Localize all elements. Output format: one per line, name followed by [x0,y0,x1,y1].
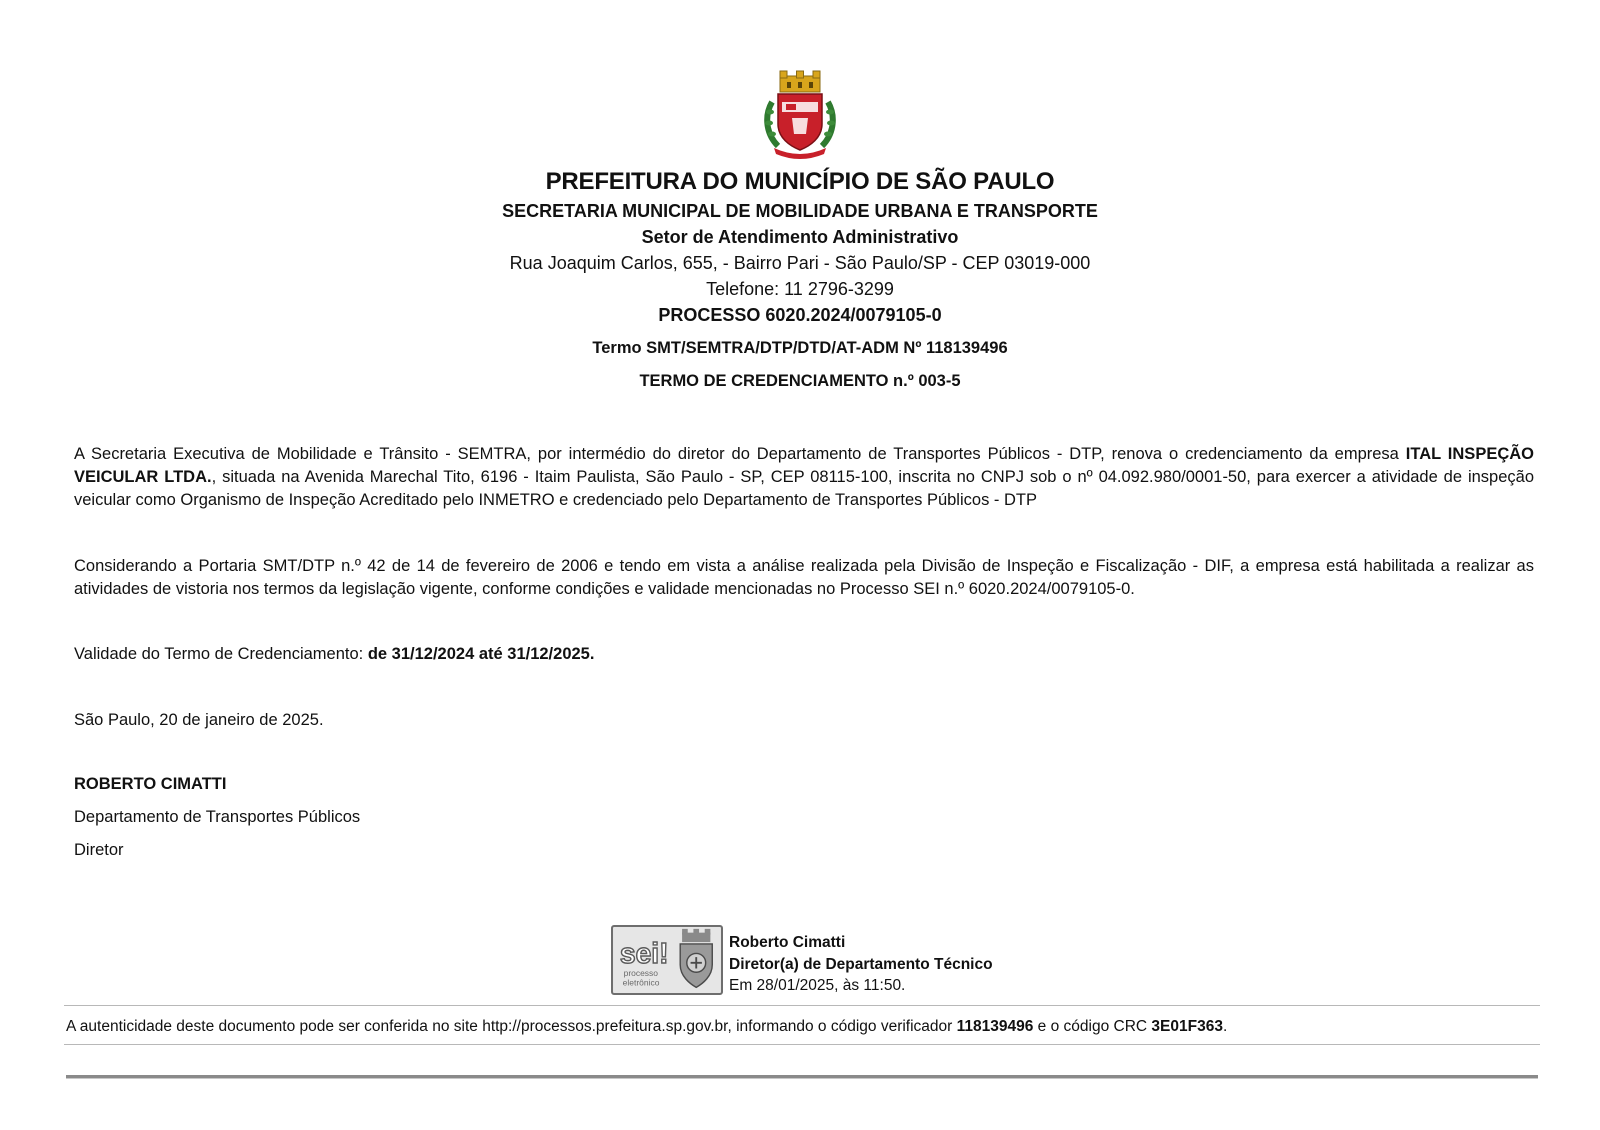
sector-name: Setor de Atendimento Administrativo [641,227,959,247]
org-address: Rua Joaquim Carlos, 655, - Bairro Pari - São Paulo/SP - CEP 03019-000 [509,253,1091,273]
electronic-signature-text [729,932,993,997]
esign-title: Diretor(a) de Departamento Técnico [729,955,993,973]
paragraph-renewal-intro: A Secretaria Executiva de Mobilidade e Trânsito - SEMTRA, por intermédio do diretor do Departamento de Transportes Públicos - DTP, renova o credenciamento da empresa [74,445,1406,463]
crc-code: 3E01F363 [1151,1018,1223,1035]
sei-logo-icon [611,925,723,995]
org-title: PREFEITURA DO MUNICÍPIO DE SÃO PAULO [545,168,1055,195]
sei-crest-icon [680,929,712,987]
coat-of-arms-icon [762,68,838,160]
signer-name: ROBERTO CIMATTI [74,775,227,793]
authenticity-end: . [1222,1018,1228,1035]
validity-line [74,643,1534,666]
authenticity-middle: e o código CRC [1033,1018,1152,1035]
termo-title: TERMO DE CREDENCIAMENTO n.º 003-5 [639,371,961,390]
page-bottom-rule [66,1075,1538,1079]
esign-timestamp: Em 28/01/2025, às 11:50. [729,977,906,994]
footer-rule-middle [64,1044,1540,1045]
sei-logo-subtext-1: processo [623,968,659,979]
company-name: ITAL INSPEÇÃO VEICULAR LTDA. [74,445,1534,486]
signer-department: Departamento de Transportes Públicos [74,808,361,826]
paragraph-considering: Considerando a Portaria SMT/DTP n.º 42 de 14 de fevereiro de 2006 e tendo em vista a análise realizada pela Divisão de Inspeção e Fiscalização - DIF, a empresa está habilitada a realizar as atividades de vistoria nos termos da legislação vigente, conforme condições e validade mencionadas no Processo SEI n.º 6020.2024/0079105-0. [74,557,1534,598]
termo-id: Termo SMT/SEMTRA/DTP/DTD/AT-ADM Nº 118139496 [592,339,1008,357]
paragraph-renewal [74,443,1534,512]
paragraph-renewal-rest: , situada na Avenida Marechal Tito, 6196 - Itaim Paulista, São Paulo - SP, CEP 08115-100, inscrita no CNPJ sob o nº 04.092.980/0001-50, para exercer a atividade de inspeção veicular como Organismo de Inspeção Acreditado pelo INMETRO e credenciado pelo Departamento de Transportes Públicos - DTP [74,468,1534,509]
org-phone: Telefone: 11 2796-3299 [706,279,894,299]
authenticity-note [66,1018,1536,1036]
sei-logo-text: sei! [619,936,669,969]
esign-signer: Roberto Cimatti [729,934,846,951]
authenticity-intro: A autenticidade deste documento pode ser conferida no site http://processos.prefeitura.sp.gov.br, informando o código verificador [66,1018,957,1035]
process-number: PROCESSO 6020.2024/0079105-0 [658,305,942,325]
signer-role: Diretor [74,841,124,859]
validity-label: Validade do Termo de Credenciamento: [74,645,368,663]
footer-rule-top [64,1005,1540,1006]
place-date: São Paulo, 20 de janeiro de 2025. [74,711,324,729]
verifier-code: 118139496 [956,1018,1034,1035]
document-header [0,68,1600,389]
sei-logo-subtext-2: eletrônico [622,977,660,988]
secretaria-name: SECRETARIA MUNICIPAL DE MOBILIDADE URBANA E TRANSPORTE [502,201,1098,221]
validity-value: de 31/12/2024 até 31/12/2025. [367,645,595,663]
